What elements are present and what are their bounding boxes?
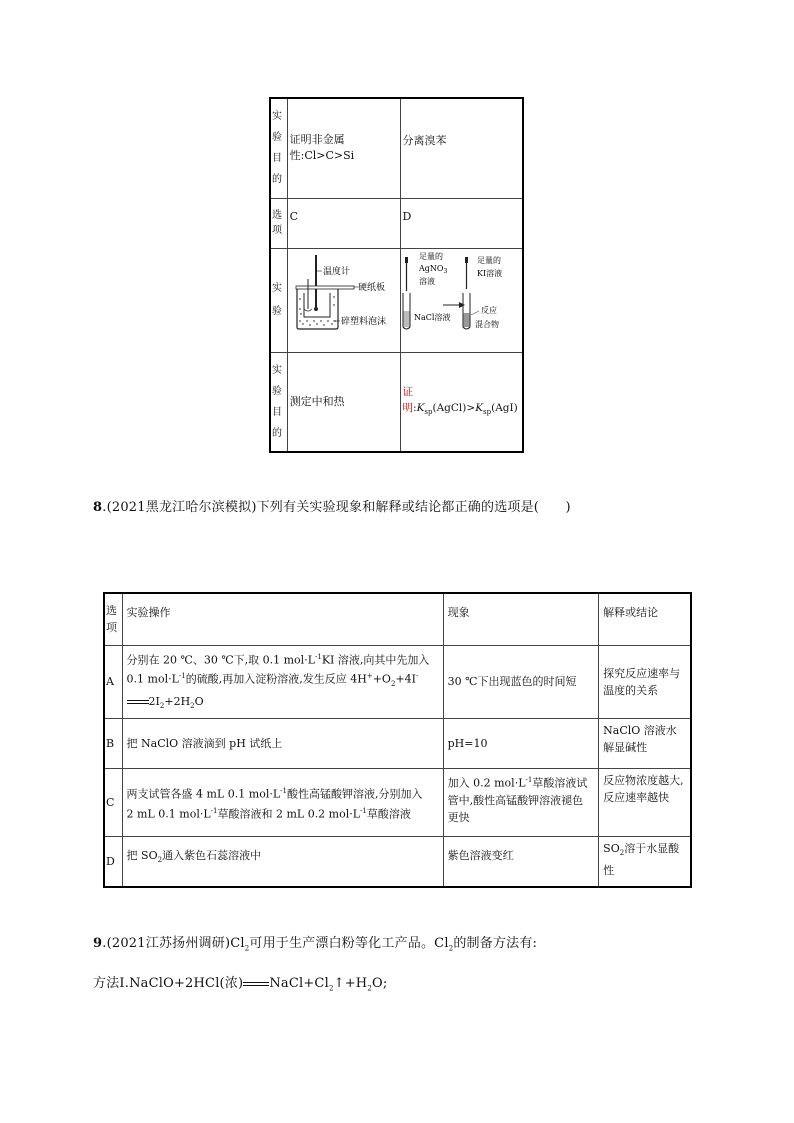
t2-option-b: B [104,719,122,769]
t2-explanation-d: $SO_2$溶于水显酸性 [599,837,691,887]
t2-header-explanation: 解释或结论 [599,593,691,645]
t2-row-a [104,645,691,719]
t1-row-label: 实 验 目 的 [270,98,287,198]
t2-phenomenon-a: 30 ℃下出现蓝色的时间短 [443,645,599,719]
ksp-comparison: 明$:K_{sp}(AgCl)>K_{sp}(AgI)$ [402,401,518,416]
method-1-equation: 方法Ⅰ.NaClO+2HCl(浓) $NaCl+Cl_2↑+H_2O$; [93,976,388,993]
label-mix-top: 反应 [480,305,497,315]
calorimeter-diagram [288,249,398,347]
t1-cell-d-purpose-2: 证 明$:K_{sp}(AgCl)>K_{sp}(AgI)$ [400,352,523,452]
t2-row-b [104,719,691,769]
t1-row-label: 实 验 [270,248,287,352]
t1-row-purpose-2 [270,352,523,452]
label-foam: 碎塑料泡沫 [340,316,386,327]
label-thermometer: 温度计 [322,266,350,277]
t2-option-c: C [104,769,122,837]
t2-phenomenon-b: pH=10 [443,719,599,769]
t1-cell-c-purpose-2: 测定中和热 [287,352,400,452]
label-agno3-bot: 溶液 [418,276,435,286]
question-8: 8.(2021黑龙江哈尔滨模拟)下列有关实验现象和解释或结论都正确的选项是( ) [93,500,571,515]
t1-row-option [270,198,523,248]
t2-operation-d: 把 $SO_2$通入紫色石蕊溶液中 [122,837,443,887]
t1-cell-c-purpose: 证明非金属 性:Cl>C>Si [287,98,400,198]
t1-row-apparatus [270,248,523,352]
t1-row-label: 实 验 目 的 [270,352,287,452]
t2-option-a: A [104,645,122,719]
t2-operation-c: 两支试管各盛 4 mL 0.1 $mol\cdot L^{-1}$酸性高锰酸钾溶液,分别加入 2 mL 0.1 $mol\cdot L^{-1}$草酸溶液和 2 mL 0.2 $mol\cdot L^{-1}$草酸溶液 [122,769,443,837]
experiment-table-1 [269,97,524,453]
t2-row-c [104,769,691,837]
experiment-table-2 [103,592,692,888]
t2-header-option: 选 项 [104,593,122,645]
label-agno3: AgNO$_3$ [418,263,447,275]
precipitation-diagram [401,249,521,347]
calorimeter-figure [287,248,400,352]
t2-header-phenomenon: 现象 [443,593,599,645]
t2-header-row [104,593,691,645]
t1-row-purpose [270,98,523,198]
t2-operation-a: 分别在 20 ℃、30 ℃下,取 0.1 $mol\cdot L^{-1}KI$ 溶液,向其中先加入 0.1 $mol\cdot L^{-1}$的硫酸,再加入淀粉溶液,发生反应 $4H^++O_2+4I^-$ $2I_2+2H_2O$ [122,645,443,719]
t1-row-label: 选 项 [270,198,287,248]
label-board: 硬纸板 [357,282,385,293]
t2-explanation-a: 探究反应速率与温度的关系 [599,645,691,719]
t2-option-d: D [104,837,122,887]
t1-cell-d-purpose: 分离溴苯 [400,98,523,198]
t2-operation-b: 把 NaClO 溶液滴到 pH 试纸上 [122,719,443,769]
question-9: 9.(2021江苏扬州调研)$Cl_2$可用于生产漂白粉等化工产品。$Cl_2$的制备方法有: [93,936,538,953]
label-ki-top: 足量的 [476,255,501,265]
t1-cell-d-option: D [400,198,523,248]
label-ki-bot: KI溶液 [476,268,502,278]
t2-phenomenon-d: 紫色溶液变红 [443,837,599,887]
label-agno3-top: 足量的 [418,251,443,261]
label-mix-bot: 混合物 [474,319,499,329]
t2-row-d [104,837,691,887]
t2-explanation-c: 反应物浓度越大,反应速率越快 [599,769,691,837]
t1-cell-c-option: C [287,198,400,248]
precipitation-figure [400,248,523,352]
t2-header-operation: 实验操作 [122,593,443,645]
t2-explanation-b: NaClO 溶液水解显碱性 [599,719,691,769]
t2-phenomenon-c: 加入 0.2 $mol\cdot L^{-1}$草酸溶液试 管中,酸性高锰酸钾溶液褪色 更快 [443,769,599,837]
label-nacl: NaCl溶液 [413,312,450,322]
